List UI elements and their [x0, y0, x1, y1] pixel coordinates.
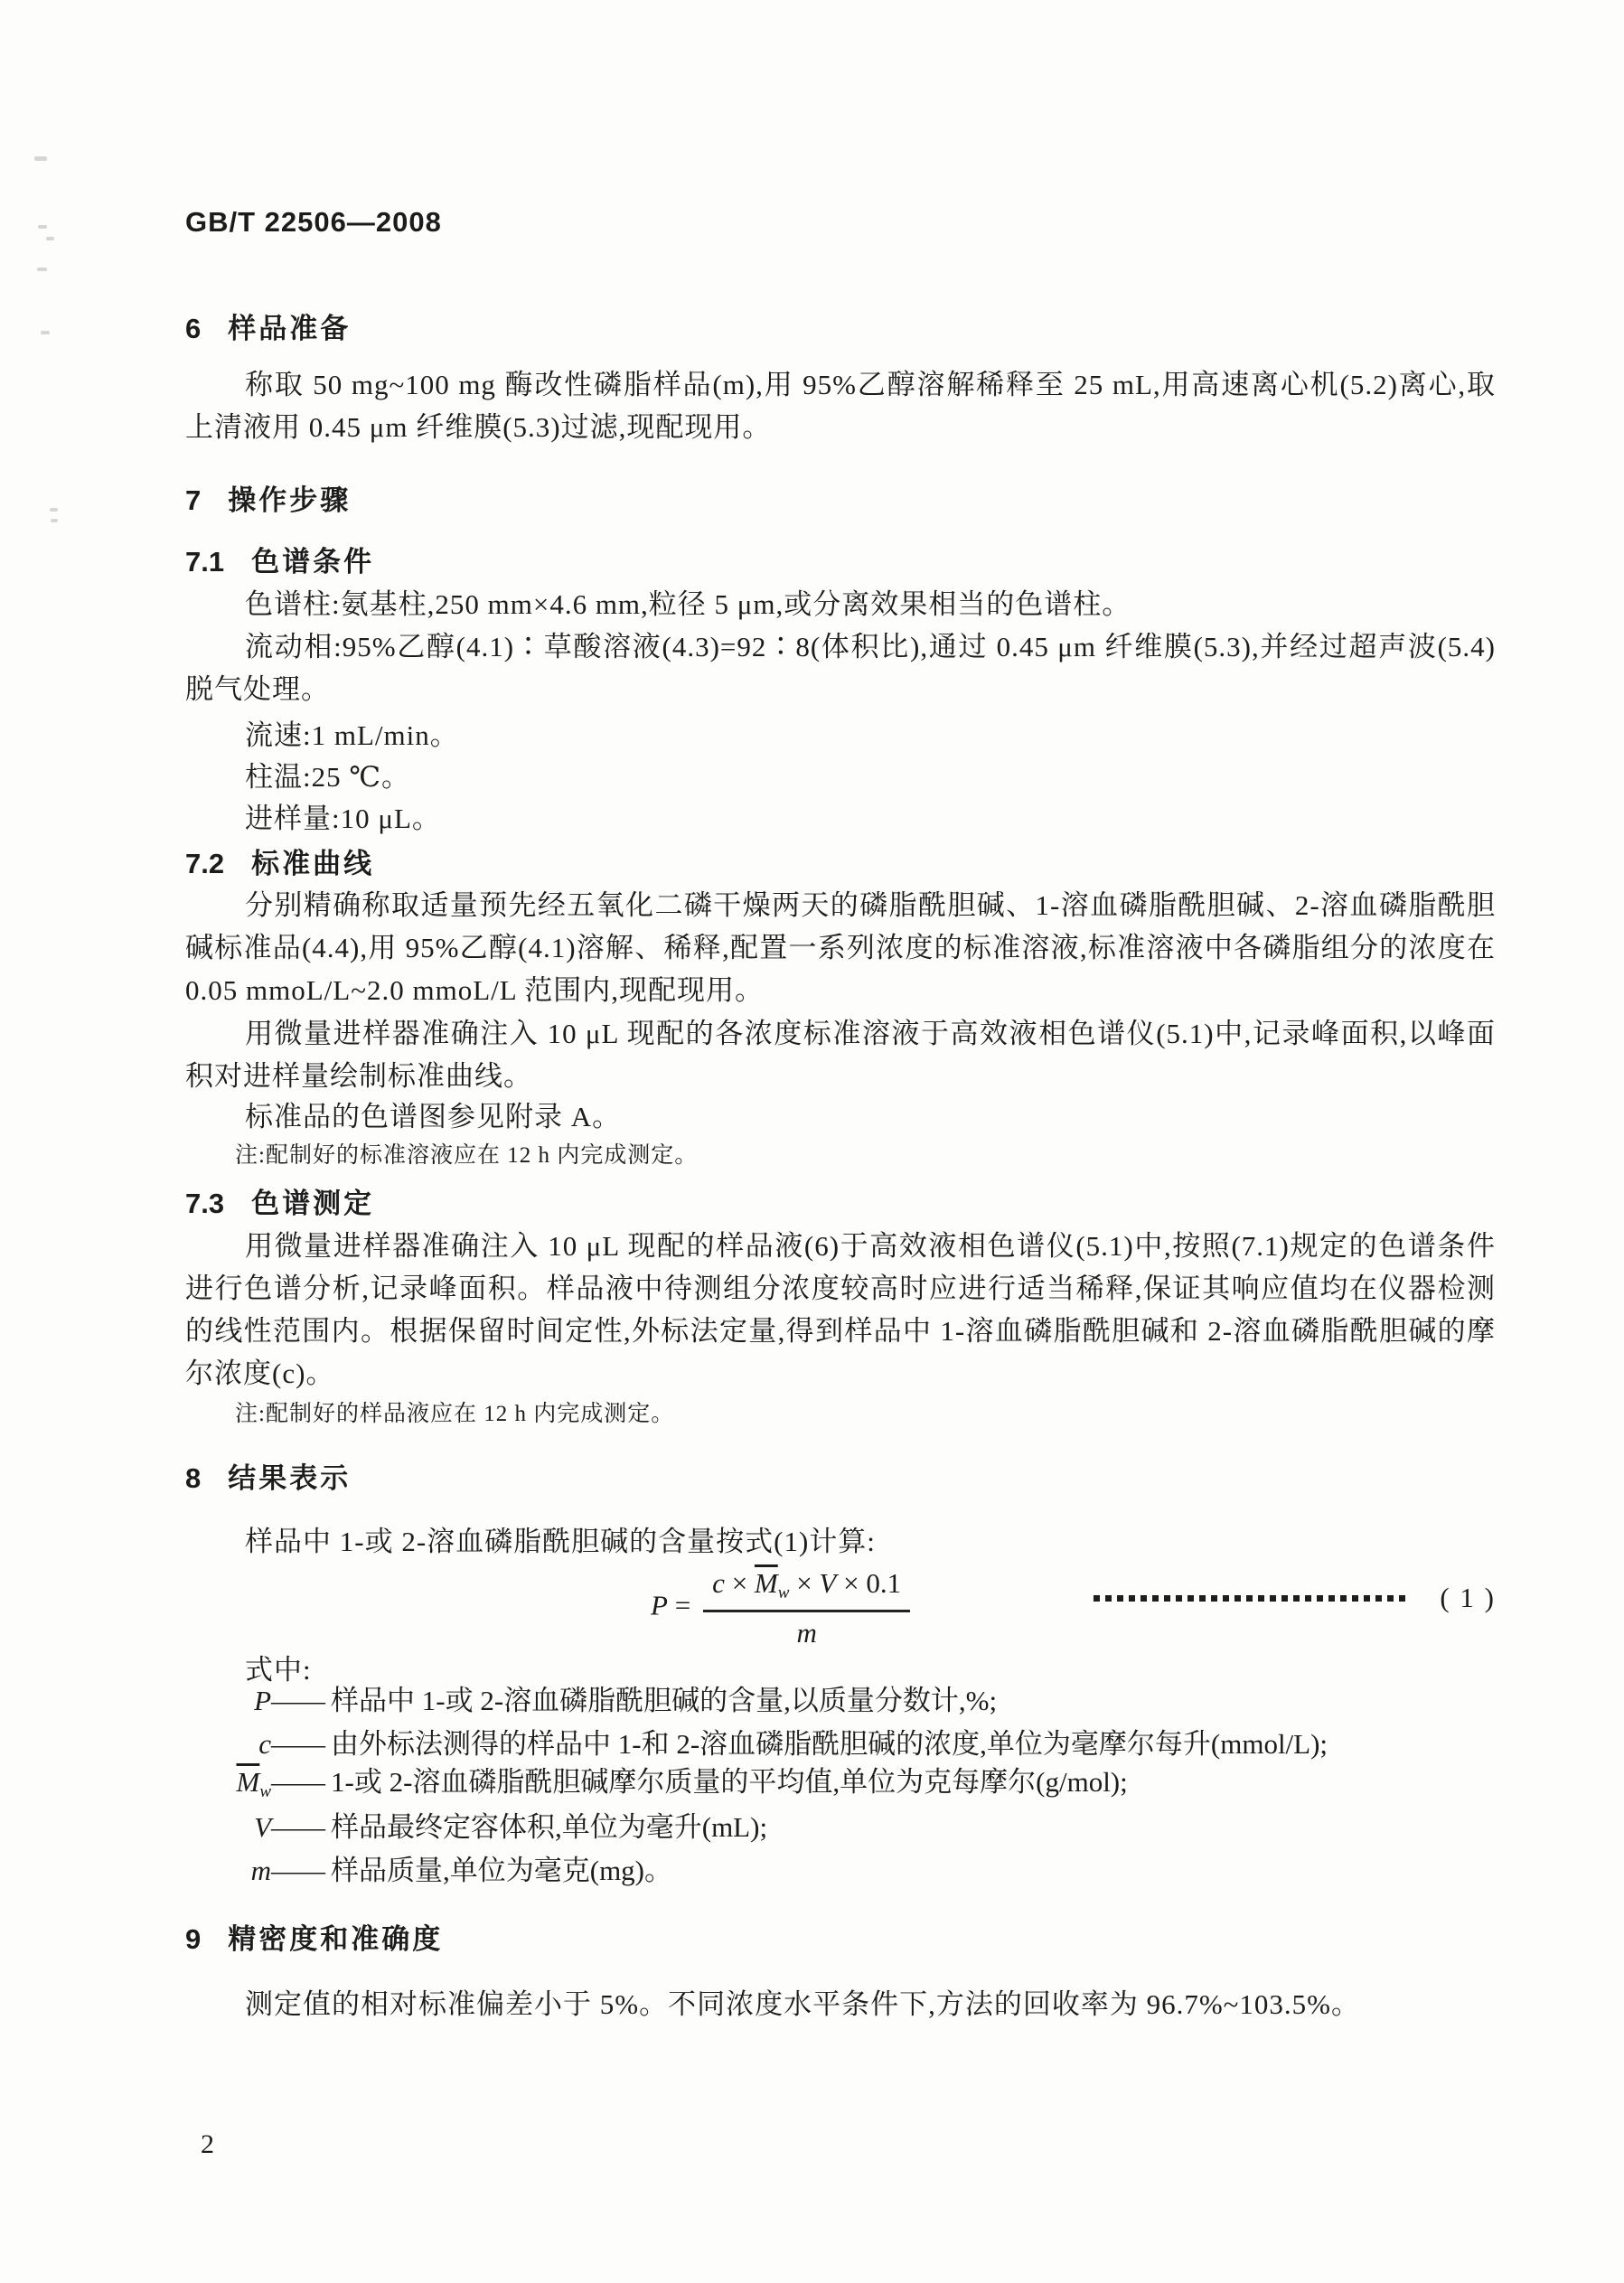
sample-solution-note: 注:配制好的样品液应在 12 h 内完成测定。 — [235, 1402, 675, 1426]
equals-sign: = — [674, 1589, 691, 1621]
equation-number: ( 1 ) — [1440, 1582, 1496, 1613]
scan-artifact — [38, 225, 47, 229]
clause-7-1-number: 7.1 — [185, 546, 225, 578]
clause-9-number: 9 — [185, 1923, 202, 1955]
clause-8-heading — [185, 1455, 1496, 1496]
clause-7-title: 操作步骤 — [228, 484, 352, 516]
clause-7-2-number: 7.2 — [185, 848, 225, 879]
symbol-c-description: 由外标法测得的样品中 1-和 2-溶血磷脂酰胆碱的浓度,单位为毫摩尔每升(mmol/L); — [331, 1728, 1328, 1760]
symbol-V-base: V — [254, 1811, 271, 1843]
clause-7-3-number: 7.3 — [185, 1188, 225, 1219]
symbol-P-base: P — [254, 1685, 271, 1716]
symbol-m-base: m — [250, 1855, 271, 1886]
symbol-P-description: 样品中 1-或 2-溶血磷脂酰胆碱的含量,以质量分数计,%; — [331, 1685, 998, 1716]
clause-6-paragraph: 称取 50 mg~100 mg 酶改性磷脂样品(m),用 95%乙醇溶解稀释至 25 mL,用高速离心机(5.2)离心,取上清液用 0.45 μm 纤维膜(5.3)过滤,现配现用。 — [185, 369, 1496, 443]
clause-9-heading — [185, 1916, 1496, 1957]
clause-8-title: 结果表示 — [228, 1462, 352, 1494]
precision-accuracy-paragraph: 测定值的相对标准偏差小于 5%。不同浓度水平条件下,方法的回收率为 96.7%~103.5%。 — [245, 1988, 1360, 2020]
column-conditions-line: 色谱柱:氨基柱,250 mm×4.6 mm,粒径 5 μm,或分离效果相当的色谱柱。 — [245, 588, 1131, 620]
definition-dash: —— — [271, 1685, 324, 1716]
clause-7-3-title: 色谱测定 — [251, 1188, 375, 1219]
clause-9-title: 精密度和准确度 — [228, 1923, 444, 1955]
constant-0-1: 0.1 — [866, 1567, 902, 1599]
symbol-Mw-sub: w — [259, 1782, 271, 1801]
definition-dash: —— — [271, 1855, 324, 1886]
definition-dash: —— — [271, 1766, 324, 1798]
clause-7-heading — [185, 477, 1496, 518]
symbol-V-description: 样品最终定容体积,单位为毫升(mL); — [331, 1811, 768, 1843]
symbol-definition-m — [185, 1849, 1496, 1902]
clause-6-title: 样品准备 — [228, 313, 352, 344]
standard-curve-note: 注:配制好的标准溶液应在 12 h 内完成测定。 — [235, 1143, 699, 1168]
flow-rate-line: 流速:1 mL/min。 — [245, 719, 459, 751]
symbol-Mw-base: $\overline{M}$ — [236, 1766, 260, 1798]
clause-7-1-title: 色谱条件 — [251, 546, 375, 578]
var-c: c — [712, 1567, 725, 1599]
symbol-m — [185, 1849, 271, 1902]
standard-curve-paragraph-3: 标准品的色谱图参见附录 A。 — [245, 1101, 622, 1132]
fraction — [703, 1567, 910, 1649]
clause-6-heading — [185, 305, 1496, 346]
clause-8-number: 8 — [185, 1462, 202, 1494]
mobile-phase-line: 流动相:95%乙醇(4.1)∶草酸溶液(4.3)=92∶8(体积比),通过 0.45 μm 纤维膜(5.3),并经过超声波(5.4)脱气处理。 — [185, 631, 1496, 705]
dotted-leader — [1094, 1595, 1410, 1602]
injection-volume-line: 进样量:10 μL。 — [245, 803, 441, 834]
standard-curve-paragraph-1: 分别精确称取适量预先经五氧化二磷干燥两天的磷脂酰胆碱、1-溶血磷脂酰胆碱、2-溶血磷脂酰胆碱标准品(4.4),用 95%乙醇(4.1)溶解、稀释,配置一系列浓度的标准溶液,标准溶液中各磷脂组分的浓度在 0.05 mmoL/L~2.0 mmoL/L 范围内,现配现用。 — [185, 889, 1496, 1006]
symbol-m-description: 样品质量,单位为毫克(mg)。 — [331, 1855, 673, 1886]
column-temp-line: 柱温:25 ℃。 — [245, 761, 411, 793]
times-sign: × — [843, 1567, 859, 1599]
times-sign: × — [731, 1567, 748, 1599]
clause-6-number: 6 — [185, 313, 202, 344]
definition-dash: —— — [271, 1811, 324, 1843]
definition-dash: —— — [271, 1728, 324, 1760]
scan-artifact — [37, 268, 47, 271]
times-sign: × — [796, 1567, 812, 1599]
clause-7-3-heading — [185, 1180, 1496, 1221]
symbol-c-base: c — [258, 1728, 271, 1760]
page-number: 2 — [201, 2129, 214, 2159]
fraction-numerator — [703, 1567, 910, 1612]
scan-artifact — [34, 156, 47, 161]
fraction-denominator — [703, 1612, 910, 1649]
clause-7-1-heading — [185, 539, 1496, 579]
clause-7-2-heading — [185, 841, 1496, 881]
standard-curve-paragraph-2: 用微量进样器准确注入 10 μL 现配的各浓度标准溶液于高效液相色谱仪(5.1)中,记录峰面积,以峰面积对进样量绘制标准曲线。 — [185, 1018, 1496, 1092]
scan-artifact — [51, 519, 58, 522]
var-V: V — [819, 1567, 837, 1599]
scan-artifact — [41, 331, 50, 334]
clause-7-number: 7 — [185, 484, 202, 516]
chromatographic-determination-paragraph: 用微量进样器准确注入 10 μL 现配的样品液(6)于高效液相色谱仪(5.1)中,按照(7.1)规定的色谱条件进行色谱分析,记录峰面积。样品液中待测组分浓度较高时应进行适当稀释,保证其响应值均在仪器检测的线性范围内。根据保留时间定性,外标法定量,得到样品中 1-溶血磷脂酰胆碱和 2-溶血磷脂酰胆碱的摩尔浓度(c)。 — [185, 1230, 1496, 1389]
clause-7-2-title: 标准曲线 — [251, 848, 375, 879]
scan-artifact — [46, 237, 54, 240]
var-M-subscript: w — [777, 1583, 790, 1602]
var-M-bar: $\overline{M}$ — [754, 1567, 778, 1599]
standard-number: GB/T 22506—2008 — [185, 206, 442, 238]
result-intro-line: 样品中 1-或 2-溶血磷脂酰胆碱的含量按式(1)计算: — [245, 1526, 876, 1557]
equation-1 — [185, 1551, 1496, 1650]
where-label: 式中: — [245, 1654, 312, 1686]
var-P: P — [651, 1589, 668, 1621]
var-m: m — [796, 1617, 817, 1649]
equation-1-expression — [651, 1567, 910, 1649]
symbol-Mw-description: 1-或 2-溶血磷脂酰胆碱摩尔质量的平均值,单位为克每摩尔(g/mol); — [331, 1766, 1128, 1798]
scan-artifact — [50, 508, 58, 512]
